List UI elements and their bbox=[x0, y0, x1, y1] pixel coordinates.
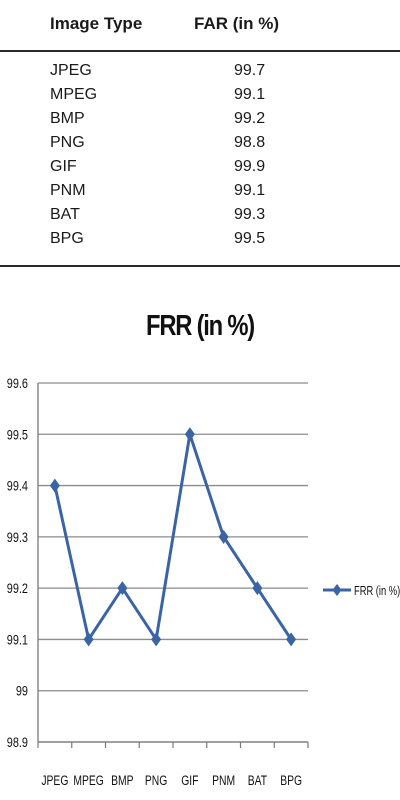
legend-marker bbox=[333, 584, 342, 596]
x-tick-label: MPEG bbox=[73, 772, 104, 789]
cell-image-type: BPG bbox=[50, 230, 84, 247]
table-bottom-rule bbox=[0, 265, 400, 267]
table-row bbox=[0, 62, 400, 86]
header-far: FAR (in %) bbox=[194, 14, 279, 33]
x-tick-label: PNG bbox=[144, 772, 168, 789]
cell-image-type: PNM bbox=[50, 182, 86, 199]
data-point-marker bbox=[50, 479, 60, 493]
cell-image-type: BAT bbox=[50, 206, 80, 223]
cell-far: 99.7 bbox=[234, 62, 266, 79]
y-tick-label: 99.6 bbox=[6, 375, 29, 392]
x-tick-label: BMP bbox=[111, 772, 134, 789]
header-image-type: Image Type bbox=[50, 14, 143, 33]
cell-far: 99.9 bbox=[234, 158, 266, 175]
y-tick-label: 99.4 bbox=[6, 478, 29, 494]
cell-image-type: JPEG bbox=[50, 62, 92, 79]
cell-image-type: BMP bbox=[50, 110, 85, 127]
cell-far: 99.5 bbox=[234, 230, 266, 247]
table-row bbox=[0, 230, 400, 254]
y-tick-label: 99.5 bbox=[6, 427, 29, 443]
cell-image-type: MPEG bbox=[50, 86, 98, 103]
y-tick-label: 99.2 bbox=[6, 580, 29, 597]
y-tick-label: 98.9 bbox=[6, 734, 29, 751]
table-row bbox=[0, 182, 400, 206]
frr-line-chart bbox=[0, 290, 400, 800]
frr-chart bbox=[0, 290, 400, 800]
y-tick-label: 99 bbox=[15, 683, 28, 700]
table-row bbox=[0, 206, 400, 230]
table-body bbox=[0, 62, 400, 254]
x-tick-label: BAT bbox=[247, 772, 268, 789]
table-row bbox=[0, 110, 400, 134]
cell-far: 99.1 bbox=[234, 86, 266, 103]
y-tick-label: 99.3 bbox=[6, 529, 29, 546]
x-tick-label: PNM bbox=[212, 772, 236, 789]
cell-far: 99.2 bbox=[234, 110, 266, 127]
data-point-marker bbox=[185, 427, 195, 441]
cell-far: 99.3 bbox=[234, 206, 266, 223]
legend-label: FRR (in %) bbox=[354, 584, 400, 599]
table-top-rule bbox=[0, 50, 400, 52]
x-tick-label: BPG bbox=[280, 772, 303, 789]
cell-far: 99.1 bbox=[234, 182, 266, 199]
table-row bbox=[0, 134, 400, 158]
cell-image-type: GIF bbox=[50, 158, 77, 175]
x-tick-label: GIF bbox=[181, 772, 199, 789]
y-tick-label: 99.1 bbox=[6, 632, 29, 648]
table-row bbox=[0, 86, 400, 110]
x-tick-label: JPEG bbox=[41, 772, 69, 789]
cell-far: 98.8 bbox=[234, 134, 266, 151]
table-row bbox=[0, 158, 400, 182]
chart-title: FRR (in %) bbox=[146, 310, 254, 342]
cell-image-type: PNG bbox=[50, 134, 85, 151]
